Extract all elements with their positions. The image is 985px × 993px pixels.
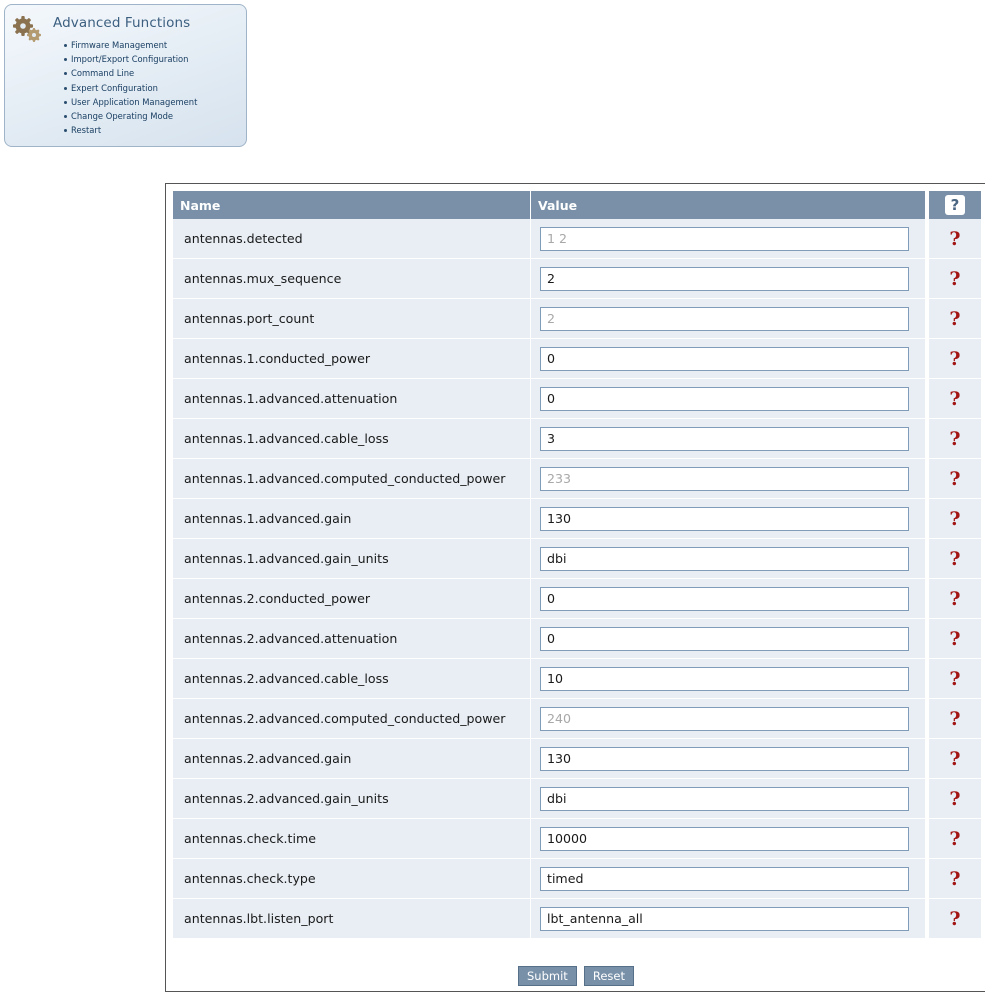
table-row (173, 579, 981, 619)
setting-value-cell (531, 779, 926, 819)
setting-value-cell (531, 619, 926, 659)
help-question-icon[interactable]: ? (949, 427, 961, 450)
submit-button[interactable]: Submit (518, 966, 577, 986)
table-row (173, 619, 981, 659)
help-question-icon[interactable]: ? (949, 387, 961, 410)
help-question-icon[interactable]: ? (949, 467, 961, 490)
help-icon[interactable]: ? (945, 195, 965, 215)
table-row (173, 299, 981, 339)
setting-name: antennas.1.advanced.gain_units (173, 539, 531, 579)
setting-value-cell (531, 819, 926, 859)
setting-name: antennas.check.type (173, 859, 531, 899)
row-help-cell (929, 379, 981, 419)
row-help-cell (929, 459, 981, 499)
form-buttons (166, 965, 985, 986)
setting-value-cell (531, 859, 926, 899)
table-row (173, 699, 981, 739)
table-row (173, 379, 981, 419)
setting-value-input[interactable] (540, 627, 909, 651)
setting-name: antennas.1.advanced.computed_conducted_power (173, 459, 531, 499)
menu-link-user-application-management[interactable]: User Application Management (64, 95, 197, 109)
help-question-icon[interactable]: ? (949, 587, 961, 610)
menu-link-restart[interactable]: Restart (64, 123, 197, 137)
row-help-cell (929, 499, 981, 539)
gears-icon (12, 14, 42, 44)
setting-value-cell (531, 579, 926, 619)
table-header-row (173, 191, 981, 219)
row-help-cell (929, 739, 981, 779)
help-question-icon[interactable]: ? (949, 347, 961, 370)
table-row (173, 779, 981, 819)
row-help-cell (929, 259, 981, 299)
menu-link-command-line[interactable]: Command Line (64, 66, 197, 80)
setting-value-input[interactable] (540, 267, 909, 291)
setting-value-cell (531, 459, 926, 499)
table-row (173, 219, 981, 259)
config-form (165, 183, 985, 992)
help-question-icon[interactable]: ? (949, 267, 961, 290)
table-row (173, 819, 981, 859)
table-row (173, 419, 981, 459)
setting-value-cell (531, 699, 926, 739)
help-question-icon[interactable]: ? (949, 627, 961, 650)
setting-value-cell (531, 299, 926, 339)
setting-name: antennas.detected (173, 219, 531, 259)
help-question-icon[interactable]: ? (949, 707, 961, 730)
setting-name: antennas.check.time (173, 819, 531, 859)
row-help-cell (929, 579, 981, 619)
row-help-cell (929, 859, 981, 899)
setting-value-cell (531, 379, 926, 419)
setting-value-input[interactable] (540, 867, 909, 891)
row-help-cell (929, 819, 981, 859)
table-row (173, 539, 981, 579)
menu-link-expert-configuration[interactable]: Expert Configuration (64, 81, 197, 95)
row-help-cell (929, 539, 981, 579)
row-help-cell (929, 899, 981, 939)
setting-value-cell (531, 899, 926, 939)
row-help-cell (929, 699, 981, 739)
setting-name: antennas.port_count (173, 299, 531, 339)
help-question-icon[interactable]: ? (949, 827, 961, 850)
setting-value-input[interactable] (540, 587, 909, 611)
table-row (173, 339, 981, 379)
help-question-icon[interactable]: ? (949, 787, 961, 810)
row-help-cell (929, 619, 981, 659)
setting-value-input[interactable] (540, 667, 909, 691)
table-row (173, 659, 981, 699)
table-row (173, 259, 981, 299)
config-table (173, 191, 981, 939)
reset-button[interactable]: Reset (584, 966, 634, 986)
setting-value-input[interactable] (540, 387, 909, 411)
setting-value-input[interactable] (540, 747, 909, 771)
setting-value-input[interactable] (540, 787, 909, 811)
config-rows (173, 219, 981, 939)
setting-name: antennas.mux_sequence (173, 259, 531, 299)
setting-value-input (540, 227, 909, 251)
setting-value-cell (531, 659, 926, 699)
setting-value-cell (531, 419, 926, 459)
column-header-name: Name (173, 191, 531, 219)
setting-value-input (540, 467, 909, 491)
row-help-cell (929, 779, 981, 819)
setting-value-input (540, 707, 909, 731)
menu-link-change-operating-mode[interactable]: Change Operating Mode (64, 109, 197, 123)
menu-link-firmware-management[interactable]: Firmware Management (64, 38, 197, 52)
setting-name: antennas.1.advanced.cable_loss (173, 419, 531, 459)
table-row (173, 499, 981, 539)
setting-value-cell (531, 739, 926, 779)
setting-value-input (540, 307, 909, 331)
setting-value-cell (531, 539, 926, 579)
setting-name: antennas.2.advanced.gain (173, 739, 531, 779)
setting-name: antennas.1.conducted_power (173, 339, 531, 379)
setting-name: antennas.2.advanced.cable_loss (173, 659, 531, 699)
table-row (173, 859, 981, 899)
setting-name: antennas.2.conducted_power (173, 579, 531, 619)
column-header-value: Value (531, 191, 926, 219)
setting-name: antennas.lbt.listen_port (173, 899, 531, 939)
table-row (173, 459, 981, 499)
help-question-icon[interactable]: ? (949, 547, 961, 570)
setting-name: antennas.1.advanced.gain (173, 499, 531, 539)
panel-title: Advanced Functions (53, 15, 191, 31)
setting-name: antennas.2.advanced.gain_units (173, 779, 531, 819)
setting-name: antennas.1.advanced.attenuation (173, 379, 531, 419)
help-question-icon[interactable]: ? (949, 507, 961, 530)
help-question-icon[interactable]: ? (949, 227, 961, 250)
table-row (173, 739, 981, 779)
setting-value-input[interactable] (540, 427, 909, 451)
row-help-cell (929, 659, 981, 699)
setting-value-input[interactable] (540, 547, 909, 571)
menu-link-import-export-configuration[interactable]: Import/Export Configuration (64, 52, 197, 66)
setting-value-input[interactable] (540, 347, 909, 371)
setting-value-input[interactable] (540, 907, 909, 931)
setting-value-cell (531, 259, 926, 299)
row-help-cell (929, 339, 981, 379)
row-help-cell (929, 419, 981, 459)
column-header-help (929, 191, 981, 219)
setting-value-cell (531, 499, 926, 539)
help-question-icon[interactable]: ? (949, 667, 961, 690)
setting-value-input[interactable] (540, 507, 909, 531)
setting-value-cell (531, 219, 926, 259)
help-question-icon[interactable]: ? (949, 907, 961, 930)
setting-value-cell (531, 339, 926, 379)
help-question-icon[interactable]: ? (949, 867, 961, 890)
table-row (173, 899, 981, 939)
advanced-functions-panel (4, 4, 247, 147)
setting-name: antennas.2.advanced.attenuation (173, 619, 531, 659)
setting-name: antennas.2.advanced.computed_conducted_power (173, 699, 531, 739)
advanced-functions-menu (64, 38, 197, 137)
setting-value-input[interactable] (540, 827, 909, 851)
help-question-icon[interactable]: ? (949, 307, 961, 330)
row-help-cell (929, 299, 981, 339)
row-help-cell (929, 219, 981, 259)
help-question-icon[interactable]: ? (949, 747, 961, 770)
